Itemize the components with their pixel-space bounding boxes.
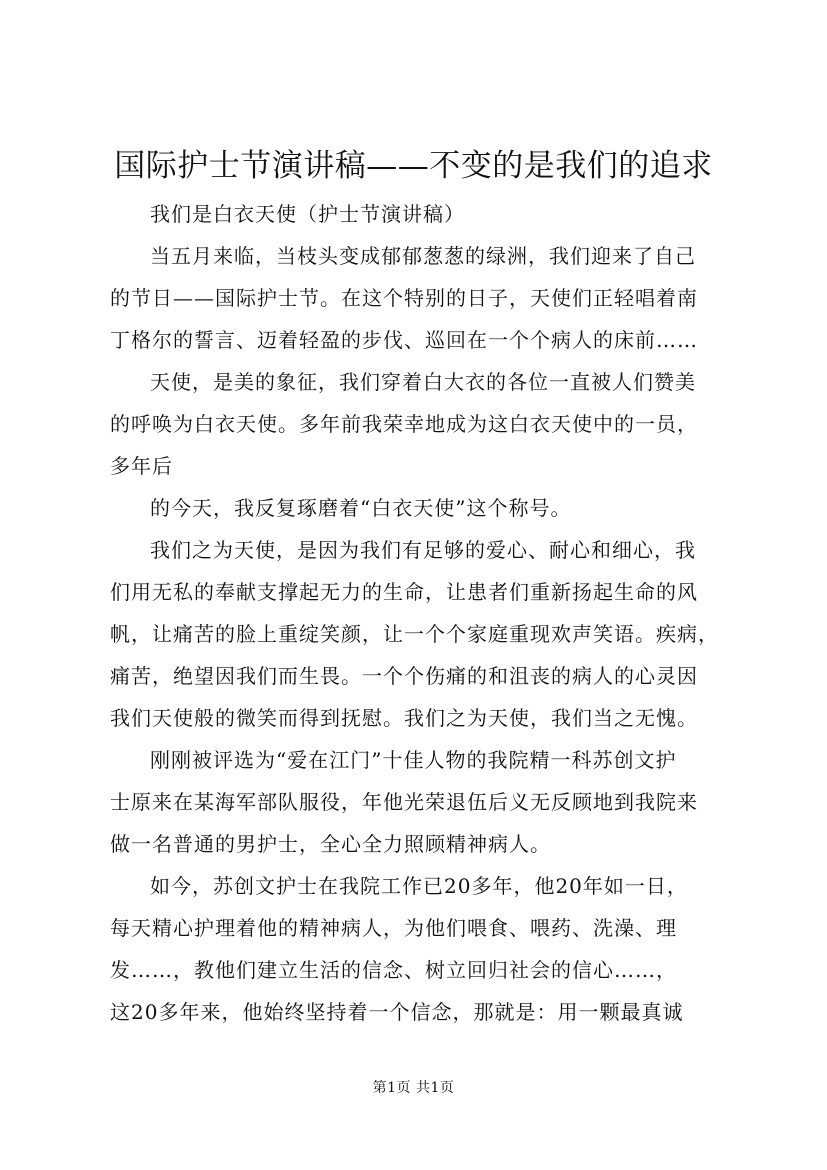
paragraph-line: 士原来在某海军部队服役，年他光荣退伍后义无反顾地到我院来 (110, 790, 698, 814)
paragraph-line: 刚刚被评选为“爱在江门”十佳人物的我院精一科苏创文护 (150, 748, 677, 772)
paragraph-line: 天使，是美的象征，我们穿着白大衣的各位一直被人们赞美 (150, 370, 696, 394)
paragraph-line: 帆，让痛苦的脸上重绽笑颜，让一个个家庭重现欢声笑语。疾病， (110, 622, 719, 646)
paragraph-line: 如今，苏创文护士在我院工作已20多年，他20年如一日， (150, 874, 688, 898)
paragraph-line: 做一名普通的男护士，全心全力照顾精神病人。 (110, 832, 551, 856)
paragraph-line: 们用无私的奉献支撑起无力的生命，让患者们重新扬起生命的风 (110, 580, 698, 604)
paragraph-line: 的节日——国际护士节。在这个特别的日子，天使们正轻唱着南 (110, 286, 698, 310)
paragraph-line: 每天精心护理着他的精神病人，为他们喂食、喂药、洗澡、理 (110, 916, 677, 940)
paragraph-line: 我们之为天使，是因为我们有足够的爱心、耐心和细心，我 (150, 538, 696, 562)
paragraph-line: 的呼唤为白衣天使。多年前我荣幸地成为这白衣天使中的一员， (110, 412, 698, 436)
page-footer: 第1页 共1页 (372, 1080, 455, 1096)
paragraph-line: 这20多年来，他始终坚持着一个信念，那就是：用一颗最真诚 (110, 1000, 684, 1024)
paragraph-line: 我们天使般的微笑而得到抚慰。我们之为天使，我们当之无愧。 (110, 706, 698, 730)
document-title: 国际护士节演讲稿——不变的是我们的追求 (114, 148, 713, 184)
paragraph-line: 当五月来临，当枝头变成郁郁葱葱的绿洲，我们迎来了自己 (150, 244, 696, 268)
paragraph-line: 丁格尔的誓言、迈着轻盈的步伐、巡回在一个个病人的床前…… (110, 328, 698, 352)
paragraph-line: 发……，教他们建立生活的信念、树立回归社会的信心……， (110, 958, 677, 982)
paragraph-line: 多年后 (110, 454, 173, 478)
paragraph-line: 痛苦，绝望因我们而生畏。一个个伤痛的和沮丧的病人的心灵因 (110, 664, 698, 688)
paragraph-line: 的今天，我反复琢磨着“白衣天使”这个称号。 (150, 496, 572, 520)
paragraph-line: 我们是白衣天使（护士节演讲稿） (150, 202, 465, 226)
